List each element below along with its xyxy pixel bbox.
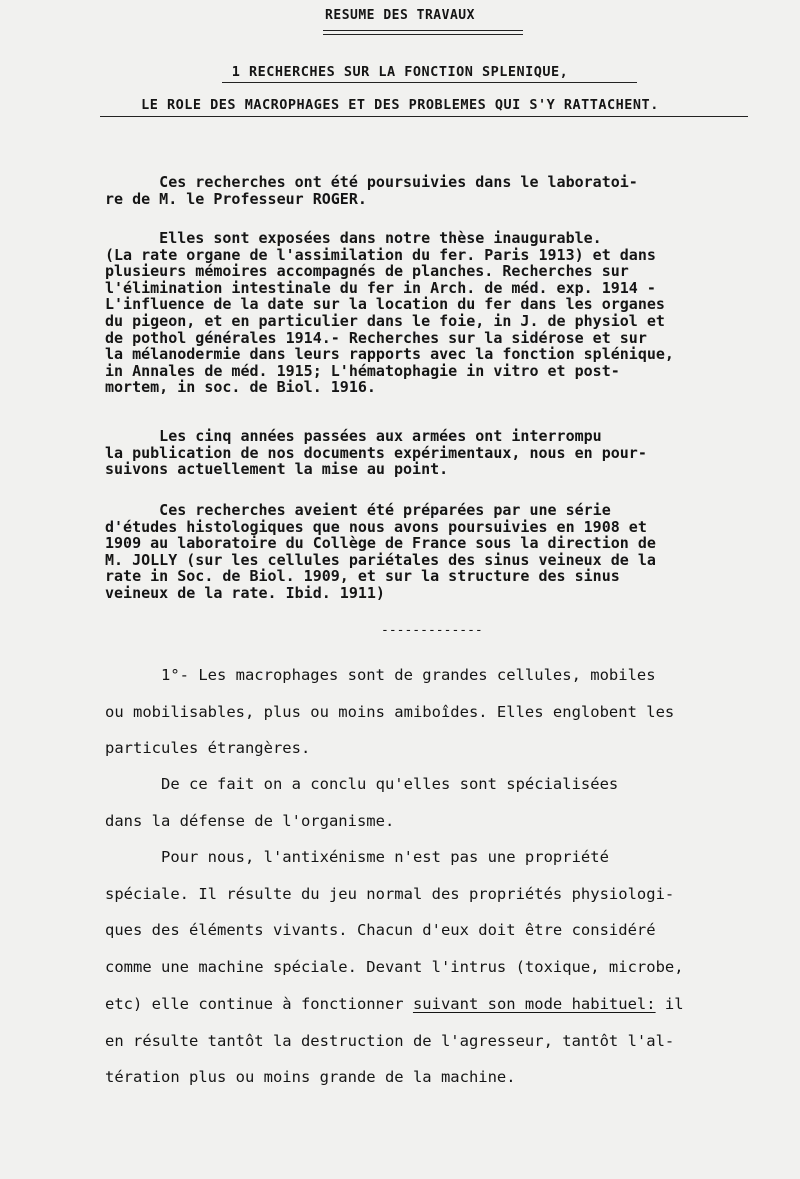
section-heading-line2-underline xyxy=(100,116,748,117)
page-title: RESUME DES TRAVAUX xyxy=(325,8,475,23)
item-1-conclusion: De ce fait on a conclu qu'elles sont spécialisées dans la défense de l'organisme. xyxy=(105,775,619,830)
section-heading-line1-underline xyxy=(222,82,637,83)
title-double-rule-top xyxy=(323,30,523,31)
underlined-phrase: suivant son mode habituel: xyxy=(412,994,656,1013)
item-1-macrophages: 1°- Les macrophages sont de grandes cellules, mobiles ou mobilisables, plus ou moins amiboîdes. Elles englobent les particules étrangères. xyxy=(105,666,675,758)
title-double-rule-bottom xyxy=(323,34,523,35)
section-separator: ------------- xyxy=(381,623,483,638)
antixenisme-text-start: Pour nous, l'antixénisme n'est pas une propriété spéciale. Il résulte du jeu normal des propriétés physiologi- ques des éléments vivants. Chacun d'eux doit être considéré comme une machine spéciale. Devant l'intrus (toxique, microbe, etc) elle continue à fonctionner xyxy=(105,848,684,1013)
antixenisme-text-end: il en résulte tantôt la destruction de l'agresseur, tantôt l'al- tération plus ou moins grande de la machine. xyxy=(105,994,684,1087)
section-heading-line2: LE ROLE DES MACROPHAGES ET DES PROBLEMES QUI S'Y RATTACHENT. xyxy=(141,97,659,113)
item-1-antixenisme xyxy=(105,839,775,1096)
paragraph-publications: Elles sont exposées dans notre thèse inaugurable. (La rate organe de l'assimilation du fer. Paris 1913) et dans plusieurs mémoires accompagnés de planches. Recherches sur l'élimination intestinale du fer in Arch. de méd. exp. 1914 - L'influence de la date sur la location du fer dans les organes du pigeon, et en particulier dans le foie, in J. de physiol et de pothol générales 1914.- Recherches sur la sidérose et sur la mélanodermie dans leurs rapports avec la fonction splénique, in Annales de méd. 1915; L'hématophagie in vitro et post- mortem, in soc. de Biol. 1916. xyxy=(105,229,674,397)
paragraph-laboratory: Ces recherches ont été poursuivies dans le laboratoi- re de M. le Professeur ROGER. xyxy=(105,173,638,208)
paragraph-army-years: Les cinq années passées aux armées ont interrompu la publication de nos documents expérimentaux, nous en pour- suivons actuellement la mise au point. xyxy=(105,427,647,479)
paragraph-histology: Ces recherches aveient été préparées par une série d'études histologiques que nous avons poursuivies en 1908 et 1909 au laboratoire du Collège de France sous la direction de M. JOLLY (sur les cellules pariétales des sinus veineux de la rate in Soc. de Biol. 1909, et sur la structure des sinus veineux de la rate. Ibid. 1911) xyxy=(105,501,656,602)
section-heading-line1: 1 RECHERCHES SUR LA FONCTION SPLENIQUE, xyxy=(231,64,569,80)
